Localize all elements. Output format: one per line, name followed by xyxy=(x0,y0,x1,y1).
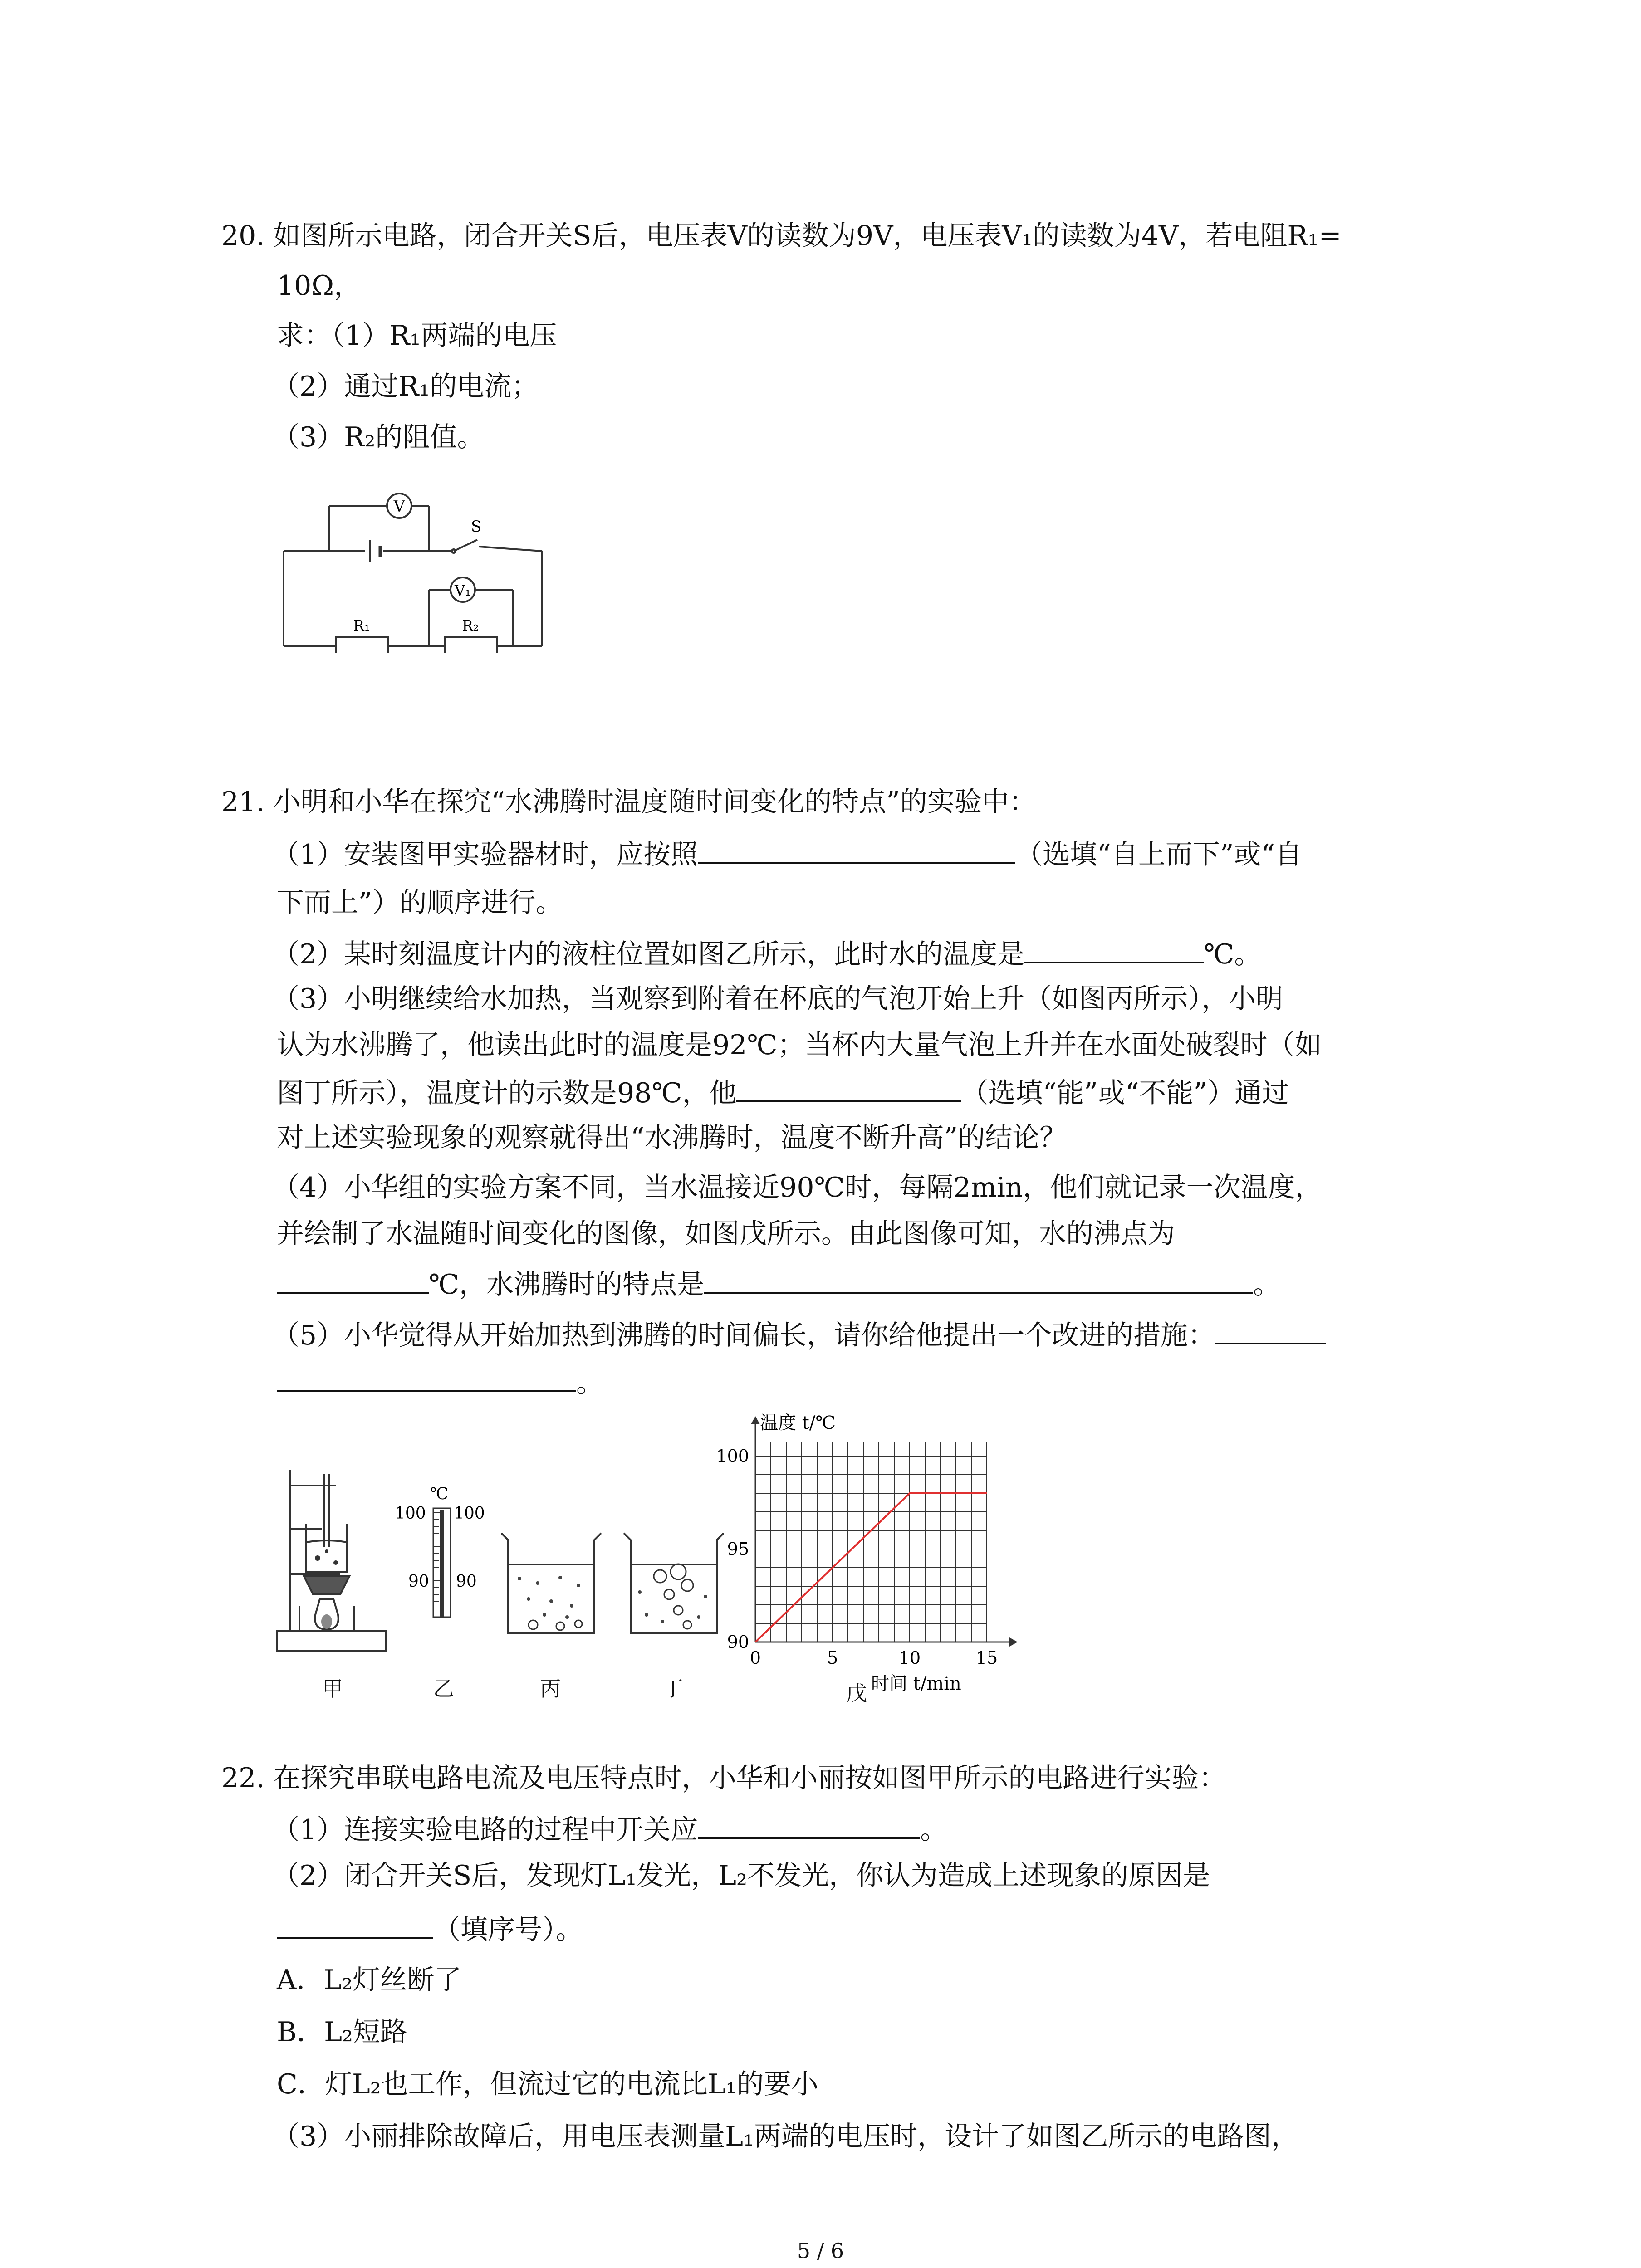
q22-part1-text: （1）连接实验电路的过程中开关应 xyxy=(272,1814,698,1846)
q21-part3-line2: 认为水沸腾了，他读出此时的温度是92℃；当杯内大量气泡上升并在水面处破裂时（如 xyxy=(277,1029,1322,1061)
q22-intro: 22. 在探究串联电路电流及电压特点时，小华和小丽按如图甲所示的电路进行实验： xyxy=(221,1762,1226,1794)
caption-jia: 甲 xyxy=(322,1677,343,1701)
switch-label: S xyxy=(471,518,482,536)
caption-wu: 戊 xyxy=(846,1681,867,1706)
thermometer-100-right: 100 xyxy=(454,1504,485,1523)
q21-part5-text: （5）小华觉得从开始加热到沸腾的时间偏长，请你给他提出一个改进的措施： xyxy=(272,1320,1215,1351)
q21-part2-text: （2）某时刻温度计内的液柱位置如图乙所示，此时水的温度是 xyxy=(272,938,1025,970)
q21-part4-line2: 并绘制了水温随时间变化的图像，如图戊所示。由此图像可知，水的沸点为 xyxy=(277,1218,1175,1250)
caption-bing: 丙 xyxy=(540,1677,561,1701)
x-tick-label: 0 xyxy=(749,1648,761,1668)
q21-part5-line1 xyxy=(272,1315,1326,1354)
y-tick-label: 95 xyxy=(727,1539,749,1559)
figure-yi-thermometer xyxy=(390,1483,495,1633)
answer-blank-7[interactable] xyxy=(698,1810,920,1839)
figure-ding-beaker xyxy=(619,1524,728,1642)
thermometer-100-left: 100 xyxy=(395,1504,426,1523)
caption-ding: 丁 xyxy=(662,1677,683,1701)
y-axis-arrow xyxy=(751,1416,760,1424)
x-tick-label: 5 xyxy=(827,1648,838,1668)
q22-part3: （3）小丽排除故障后，用电压表测量L₁两端的电压时，设计了如图乙所示的电路图， xyxy=(272,2121,1299,2152)
q21-intro: 21. 小明和小华在探究“水沸腾时温度随时间变化的特点”的实验中： xyxy=(221,786,1036,818)
q22-option-a: A．L₂灯丝断了 xyxy=(277,1964,462,1996)
q22-option-b: B．L₂短路 xyxy=(277,2016,407,2048)
y-tick-label: 100 xyxy=(716,1446,749,1466)
q21-part3-line3 xyxy=(277,1073,1289,1111)
q22-part1 xyxy=(272,1810,947,1848)
q21-part1 xyxy=(272,835,1302,873)
figure-wu-temperature-chart xyxy=(715,1411,1041,1701)
answer-blank-2[interactable] xyxy=(1024,934,1204,963)
q21-part3-line1: （3）小明继续给水加热，当观察到附着在杯底的气泡开始上升（如图丙所示），小明 xyxy=(272,983,1283,1015)
q21-part2 xyxy=(272,934,1261,973)
x-tick-label: 15 xyxy=(975,1648,998,1668)
answer-blank-6a[interactable] xyxy=(1215,1315,1326,1344)
q21-part2-unit: ℃。 xyxy=(1204,938,1262,970)
q22-part1-end: 。 xyxy=(920,1814,948,1846)
q21-part4-line1: （4）小华组的实验方案不同，当水温接近90℃时，每隔2min，他们就记录一次温度， xyxy=(272,1172,1323,1203)
q21-part1-options: （选填“自上而下”或“自 xyxy=(1015,839,1303,870)
q20-line4: （2）通过R₁的电流； xyxy=(272,371,539,402)
answer-blank-4[interactable] xyxy=(277,1265,429,1294)
q22-part2-blank-line xyxy=(277,1910,583,1948)
q21-part5-line2 xyxy=(277,1363,603,1401)
q21-part4-line3 xyxy=(277,1265,1280,1303)
answer-blank-5[interactable] xyxy=(704,1265,1253,1294)
q20-line5: （3）R₂的阻值。 xyxy=(272,421,485,453)
q22-part2: （2）闭合开关S后，发现灯L₁发光，L₂不发光，你认为造成上述现象的原因是 xyxy=(272,1860,1210,1892)
q20-circuit-diagram xyxy=(272,481,554,653)
thermometer-unit: ℃ xyxy=(430,1485,449,1503)
r2-label: R₂ xyxy=(462,617,479,634)
q20-line3: 求：（1）R₁两端的电压 xyxy=(277,320,557,352)
figure-bing-beaker xyxy=(497,1524,606,1642)
caption-yi: 乙 xyxy=(433,1677,454,1701)
q20-line2: 10Ω， xyxy=(277,270,362,302)
q21-part3-text: 图丁所示），温度计的示数是98℃，他 xyxy=(277,1077,737,1109)
thermometer-90-left: 90 xyxy=(408,1572,429,1591)
q21-part1-text: （1）安装图甲实验器材时，应按照 xyxy=(272,839,698,870)
y-tick-label: 90 xyxy=(727,1632,749,1652)
x-axis-label: 时间 t/min xyxy=(871,1673,961,1694)
q21-part1-cont: 下而上”）的顺序进行。 xyxy=(277,887,563,919)
answer-blank-6b[interactable] xyxy=(277,1363,576,1392)
answer-blank-8[interactable] xyxy=(277,1910,433,1939)
thermometer-90-right: 90 xyxy=(456,1572,477,1591)
y-axis-label: 温度 t/℃ xyxy=(760,1413,836,1433)
r1-label: R₁ xyxy=(353,617,370,634)
q21-part3-line4: 对上述实验现象的观察就得出“水沸腾时，温度不断升高”的结论？ xyxy=(277,1122,1067,1154)
x-tick-label: 10 xyxy=(898,1648,921,1668)
q22-part2-end: （填序号）。 xyxy=(433,1914,583,1945)
v1-meter-label: V₁ xyxy=(455,582,471,599)
q20-line1: 20. 如图所示电路，闭合开关S后，电压表V的读数为9V，电压表V₁的读数为4V，若电阻R₁= xyxy=(221,220,1342,252)
answer-blank-3[interactable] xyxy=(736,1073,961,1102)
q21-part5-end: 。 xyxy=(576,1367,603,1399)
q21-part4-end: 。 xyxy=(1253,1269,1281,1300)
x-axis-arrow xyxy=(1009,1637,1018,1647)
page-number: 5 / 6 xyxy=(797,2239,844,2263)
q21-part4-text: ℃，水沸腾时的特点是 xyxy=(429,1269,705,1300)
q22-option-c: C．灯L₂也工作，但流过它的电流比L₁的要小 xyxy=(277,2068,818,2100)
answer-blank-1[interactable] xyxy=(698,835,1015,864)
figure-jia-apparatus xyxy=(272,1461,399,1660)
v-meter-label: V xyxy=(393,498,405,516)
q21-part3-options: （选填“能”或“不能”）通过 xyxy=(961,1077,1289,1109)
